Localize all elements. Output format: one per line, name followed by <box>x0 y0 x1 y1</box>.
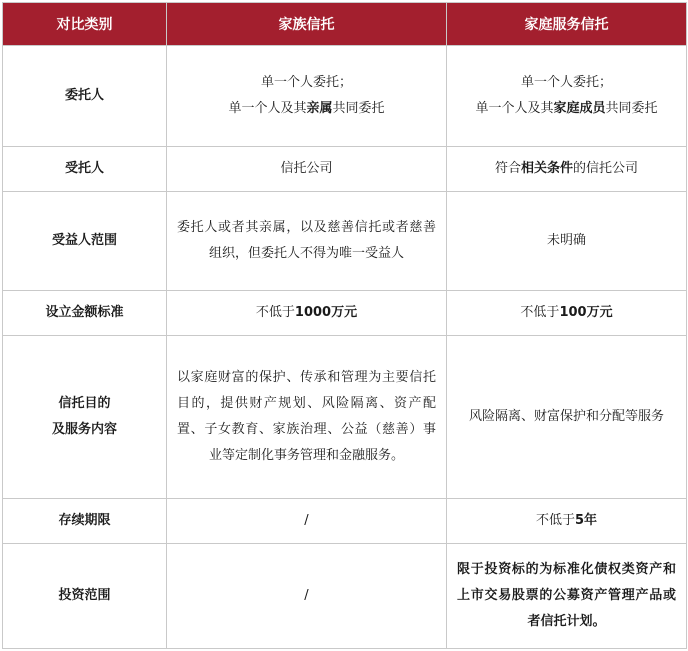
row-purpose <box>3 336 687 499</box>
home-cell <box>447 46 687 147</box>
bold-text: 5年 <box>574 513 598 528</box>
home-cell <box>447 147 687 192</box>
row-label: 设立金额标准 <box>3 291 167 336</box>
text-line: 单一个人委托； <box>520 75 612 90</box>
row-label <box>3 336 167 499</box>
bold-text: 相关条件 <box>520 161 573 176</box>
family-cell: / <box>167 544 447 649</box>
row-investment <box>3 544 687 649</box>
row-label: 投资范围 <box>3 544 167 649</box>
home-cell <box>447 499 687 544</box>
comparison-table <box>2 2 687 649</box>
family-cell: 委托人或者其亲属，以及慈善信托或者慈善组织，但委托人不得为唯一受益人 <box>167 192 447 291</box>
text-line: 不低于 <box>520 305 560 320</box>
row-trustee <box>3 147 687 192</box>
family-cell: / <box>167 499 447 544</box>
bold-text: 100万元 <box>559 305 613 320</box>
bold-text: 家庭成员 <box>553 101 606 116</box>
header-category: 对比类别 <box>3 3 167 46</box>
row-beneficiary <box>3 192 687 291</box>
home-cell: 未明确 <box>447 192 687 291</box>
text-line: 单一个人委托； <box>260 75 352 90</box>
family-cell <box>167 291 447 336</box>
home-cell <box>447 544 687 649</box>
home-cell <box>447 291 687 336</box>
text-line: 不低于 <box>255 305 295 320</box>
bold-text: 亲属 <box>306 101 333 116</box>
header-family-trust: 家族信托 <box>167 3 447 46</box>
text-line: 不低于 <box>535 513 575 528</box>
home-cell: 风险隔离、财富保护和分配等服务 <box>447 336 687 499</box>
row-settlor <box>3 46 687 147</box>
label-line: 信托目的 <box>58 396 111 411</box>
row-duration <box>3 499 687 544</box>
text-line: 共同委托 <box>605 101 658 116</box>
family-cell: 信托公司 <box>167 147 447 192</box>
text-line: 共同委托 <box>332 101 385 116</box>
label-line: 及服务内容 <box>51 422 117 437</box>
row-label: 委托人 <box>3 46 167 147</box>
family-cell: 以家庭财富的保护、传承和管理为主要信托目的，提供财产规划、风险隔离、资产配置、子女教育、家族治理、公益（慈善）事业等定制化事务管理和金融服务。 <box>167 336 447 499</box>
header-home-service-trust: 家庭服务信托 <box>447 3 687 46</box>
row-label: 受益人范围 <box>3 192 167 291</box>
text-line: 符合 <box>494 161 521 176</box>
text-line: 的信托公司 <box>573 161 639 176</box>
text-line: 单一个人及其 <box>228 101 307 116</box>
family-cell <box>167 46 447 147</box>
text-line: 单一个人及其 <box>475 101 554 116</box>
bold-text: 限于投资标的为标准化债权类资产和上市交易股票的公募资产管理产品或者信托计划。 <box>457 562 676 629</box>
row-label: 存续期限 <box>3 499 167 544</box>
bold-text: 1000万元 <box>294 305 358 320</box>
header-row <box>3 3 687 46</box>
row-label: 受托人 <box>3 147 167 192</box>
row-amount <box>3 291 687 336</box>
